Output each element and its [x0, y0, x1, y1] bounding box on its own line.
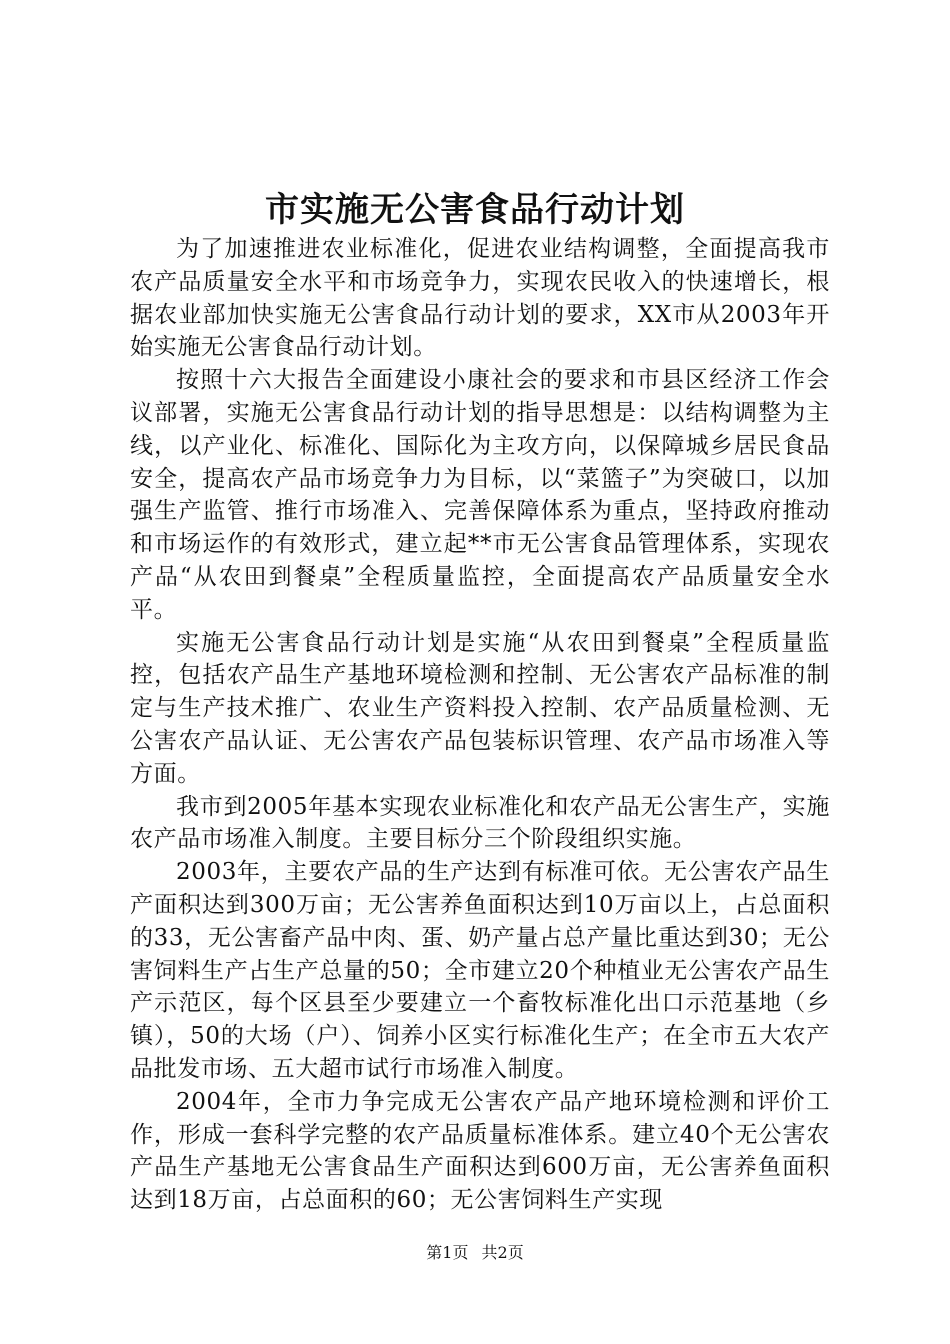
page-number: 第1页	[426, 1243, 469, 1262]
document-body	[130, 233, 830, 1217]
paragraph: 我市到2005年基本实现农业标准化和农产品无公害生产，实施农产品市场准入制度。主要目标分三个阶段组织实施。	[130, 793, 830, 853]
paragraph: 2004年，全市力争完成无公害农产品产地环境检测和评价工作，形成一套科学完整的农产品质量标准体系。建立40个无公害农产品生产基地无公害食品生产面积达到600万亩，无公害养鱼面积达到18万亩，占总面积的60；无公害饲料生产实现	[130, 1088, 830, 1214]
page-footer	[0, 1241, 950, 1265]
document-title: 市实施无公害食品行动计划	[265, 190, 685, 230]
paragraph: 按照十六大报告全面建设小康社会的要求和市县区经济工作会议部署，实施无公害食品行动计划的指导思想是：以结构调整为主线，以产业化、标准化、国际化为主攻方向，以保障城乡居民食品安全，提高农产品市场竞争力为目标，以“菜篮子”为突破口，以加强生产监管、推行市场准入、完善保障体系为重点，坚持政府推动和市场运作的有效形式，建立起**市无公害食品管理体系，实现农产品“从农田到餐桌”全程质量监控，全面提高农产品质量安全水平。	[130, 367, 830, 623]
page-total: 共2页	[481, 1243, 524, 1262]
paragraph: 2003年，主要农产品的生产达到有标准可依。无公害农产品生产面积达到300万亩；无公害养鱼面积达到10万亩以上，占总面积的33，无公害畜产品中肉、蛋、奶产量占总产量比重达到30；无公害饲料生产占生产总量的50；全市建立20个种植业无公害农产品生产示范区，每个区县至少要建立一个畜牧标准化出口示范基地（乡镇），50的大场（户）、饲养小区实行标准化生产；在全市五大农产品批发市场、五大超市试行市场准入制度。	[130, 859, 830, 1082]
paragraph: 实施无公害食品行动计划是实施“从农田到餐桌”全程质量监控，包括农产品生产基地环境检测和控制、无公害农产品标准的制定与生产技术推广、农业生产资料投入控制、农产品质量检测、无公害农产品认证、无公害农产品包装标识管理、农产品市场准入等方面。	[130, 629, 830, 787]
paragraph: 为了加速推进农业标准化，促进农业结构调整，全面提高我市农产品质量安全水平和市场竞争力，实现农民收入的快速增长，根据农业部加快实施无公害食品行动计划的要求，XX市从2003年开始实施无公害食品行动计划。	[130, 236, 830, 361]
